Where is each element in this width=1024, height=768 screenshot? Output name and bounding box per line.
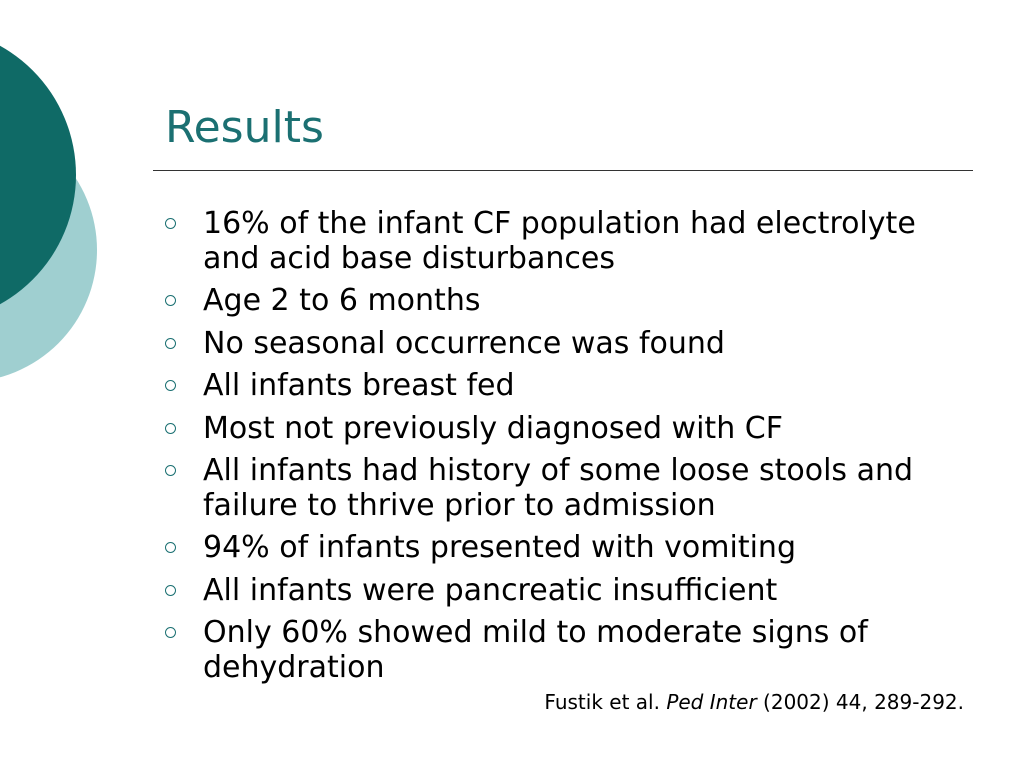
bullet-item: [163, 207, 978, 276]
bullet-item: [163, 412, 978, 447]
citation-details: (2002) 44, 289-292.: [763, 690, 964, 714]
circle-bullet-icon: [165, 627, 176, 638]
bullet-text: Age 2 to 6 months: [203, 283, 481, 318]
bullet-text: Only 60% showed mild to moderate signs of dehydration: [203, 615, 868, 685]
bullet-text: 16% of the infant CF population had electrolyte and acid base disturbances: [203, 206, 916, 276]
circle-bullet-icon: [165, 380, 176, 391]
circle-bullet-icon: [165, 585, 176, 596]
circle-bullet-icon: [165, 542, 176, 553]
bullet-item: [163, 369, 978, 404]
bullet-item: [163, 616, 978, 685]
bullet-item: [163, 531, 978, 566]
bullet-item: [163, 454, 978, 523]
bullet-item: [163, 574, 978, 609]
citation-journal: Ped Inter: [666, 690, 757, 714]
circle-bullet-icon: [165, 338, 176, 349]
bullet-text: No seasonal occurrence was found: [203, 325, 725, 361]
bullet-item: [163, 327, 978, 362]
circle-bullet-icon: [165, 295, 176, 306]
citation: [544, 688, 964, 716]
bullet-item: [163, 284, 978, 319]
circle-bullet-icon: [165, 423, 176, 434]
citation-authors: Fustik et al.: [544, 690, 660, 714]
bullet-list: [163, 207, 978, 693]
circle-bullet-icon: [165, 218, 176, 229]
bullet-text: All infants were pancreatic insufficient: [203, 572, 778, 608]
decorative-circles: [0, 0, 110, 420]
bullet-text: Most not previously diagnosed with CF: [203, 410, 783, 446]
title-divider: [153, 170, 973, 171]
bullet-text: All infants breast fed: [203, 368, 515, 403]
bullet-text: 94% of infants presented with vomiting: [203, 530, 796, 565]
circle-bullet-icon: [165, 465, 176, 476]
bullet-text: All infants had history of some loose stools and failure to thrive prior to admission: [203, 453, 914, 523]
slide-title: Results: [165, 102, 324, 153]
